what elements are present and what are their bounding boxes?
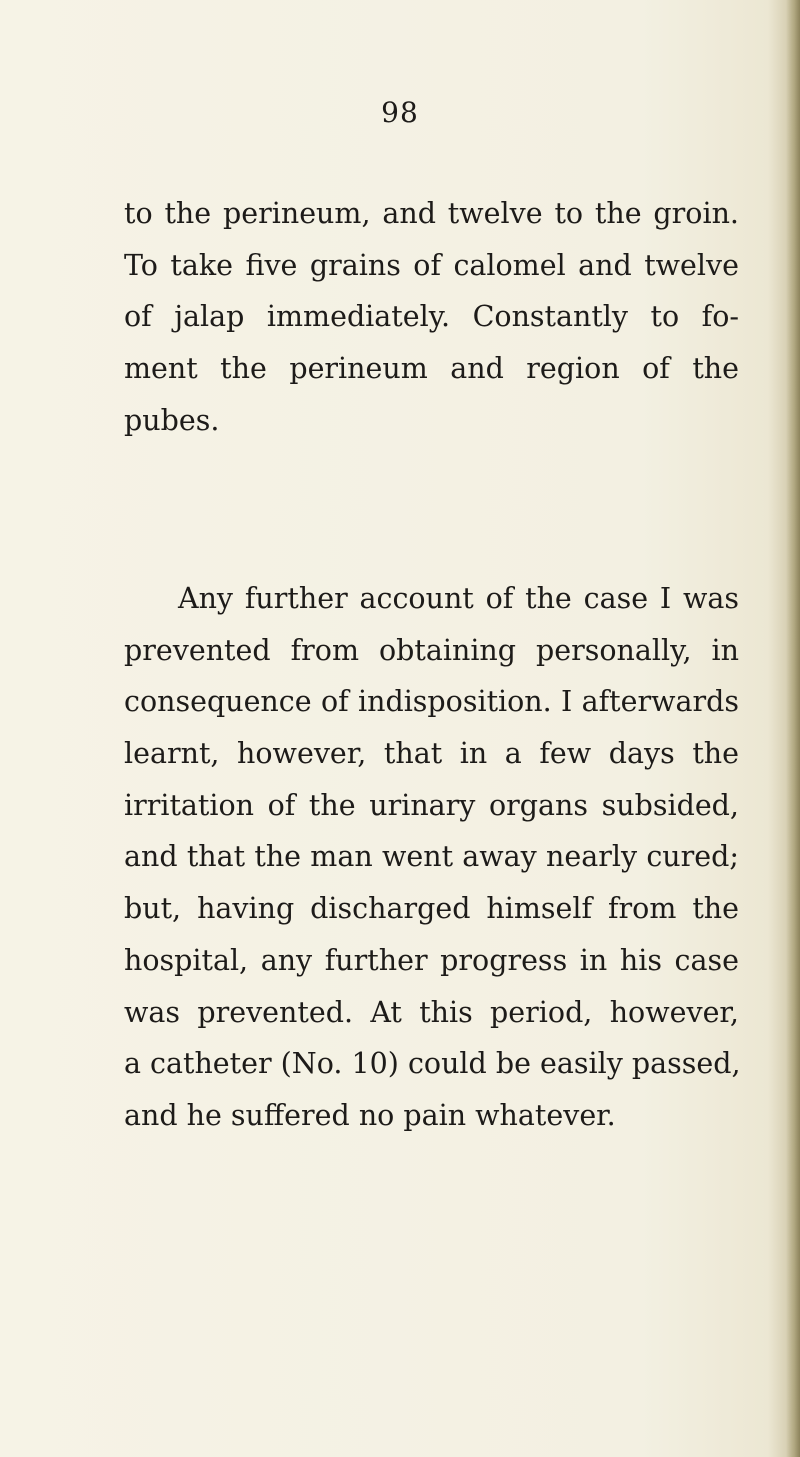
- text-line: and that the man went away nearly cured;: [124, 840, 739, 874]
- paragraph-1: [124, 188, 739, 446]
- text-line: but, having discharged himself from the: [124, 892, 739, 926]
- text-line: irritation of the urinary organs subsided,: [124, 788, 739, 822]
- text-line: To take five grains of calomel and twelve: [124, 248, 739, 282]
- page-edge-shadow: [786, 0, 800, 1457]
- text-line: ment the perineum and region of the: [124, 352, 739, 386]
- text-line: to the perineum, and twelve to the groin.: [124, 197, 739, 230]
- paragraph-2: [124, 573, 739, 1142]
- text-line: of jalap immediately. Constantly to fo-: [124, 300, 739, 334]
- text-line: hospital, any further progress in his case: [124, 943, 739, 977]
- text-line: pubes.: [124, 403, 220, 437]
- text-line: and he suffered no pain whatever.: [124, 1098, 616, 1132]
- text-line: was prevented. At this period, however,: [124, 995, 739, 1029]
- text-line: a catheter (No. 10) could be easily passed,: [124, 1047, 741, 1081]
- text-line: Any further account of the case I was: [178, 582, 739, 615]
- page-number: 98: [381, 96, 419, 129]
- text-line: learnt, however, that in a few days the: [124, 737, 739, 771]
- text-line: prevented from obtaining personally, in: [124, 633, 739, 667]
- text-line: consequence of indisposition. I afterwards: [124, 685, 739, 719]
